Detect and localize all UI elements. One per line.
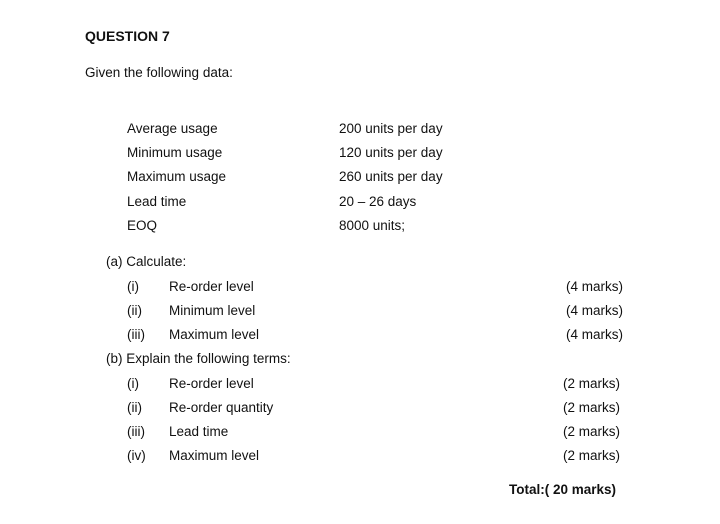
item-text: Re-order level (169, 376, 254, 391)
item-marks: (4 marks) (566, 279, 623, 294)
data-value: 200 units per day (339, 121, 443, 136)
part-a-heading: (a) Calculate: (106, 254, 187, 269)
item-marks: (2 marks) (563, 424, 620, 439)
item-text: Lead time (169, 424, 229, 439)
data-value: 260 units per day (339, 169, 443, 184)
item-marks: (2 marks) (563, 400, 620, 415)
item-number: (ii) (127, 303, 142, 318)
item-text: Maximum level (169, 327, 260, 342)
item-number: (i) (127, 279, 139, 294)
total-marks: Total:( 20 marks) (509, 482, 617, 497)
data-label: EOQ (127, 218, 158, 233)
item-marks: (2 marks) (563, 376, 620, 391)
item-number: (iii) (127, 424, 145, 439)
data-label: Minimum usage (127, 145, 223, 160)
item-text: Re-order quantity (169, 400, 274, 415)
data-value: 120 units per day (339, 145, 443, 160)
item-text: Maximum level (169, 448, 260, 463)
data-value: 20 – 26 days (339, 194, 417, 209)
data-label: Lead time (127, 194, 187, 209)
part-b-heading: (b) Explain the following terms: (106, 351, 291, 366)
question-title: QUESTION 7 (85, 28, 170, 44)
item-number: (ii) (127, 400, 142, 415)
item-marks: (4 marks) (566, 327, 623, 342)
question-intro: Given the following data: (85, 65, 233, 80)
item-marks: (2 marks) (563, 448, 620, 463)
item-number: (i) (127, 376, 139, 391)
data-label: Maximum usage (127, 169, 227, 184)
data-label: Average usage (127, 121, 218, 136)
item-text: Minimum level (169, 303, 256, 318)
item-number: (iii) (127, 327, 145, 342)
item-marks: (4 marks) (566, 303, 623, 318)
data-value: 8000 units; (339, 218, 406, 233)
item-number: (iv) (127, 448, 146, 463)
item-text: Re-order level (169, 279, 254, 294)
